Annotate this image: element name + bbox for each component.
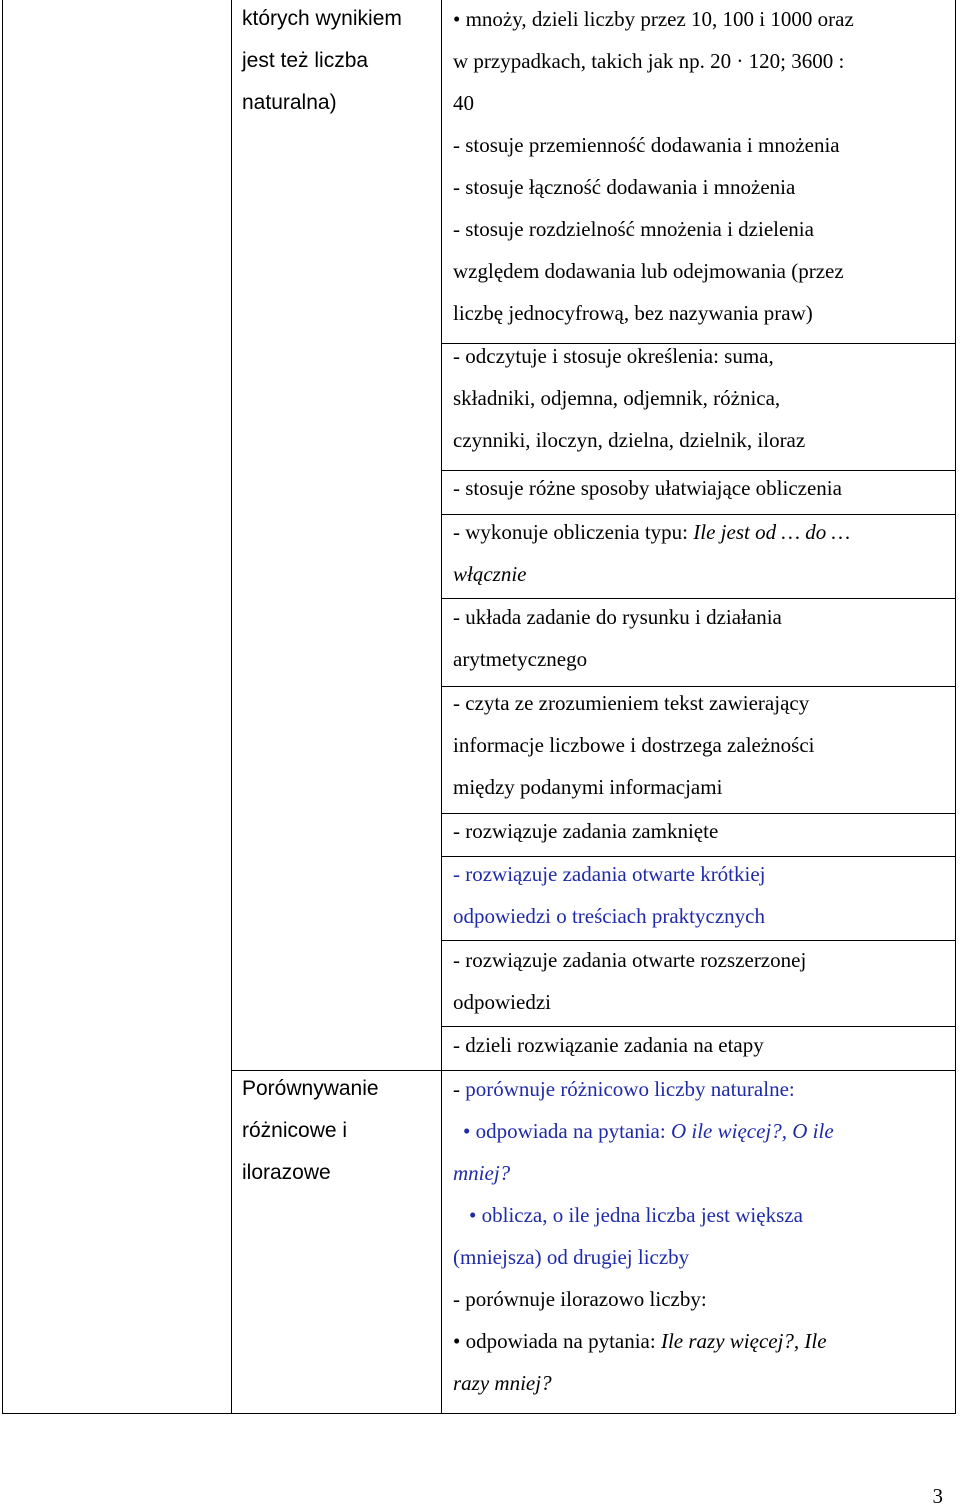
requirement-row-8	[453, 853, 953, 937]
requirement-text: odpowiada na pytania:	[465, 1329, 661, 1353]
requirement-italic: Ile razy więcej?, Ile	[660, 1329, 827, 1353]
requirement-row-1	[453, 0, 953, 334]
requirement-italic: włącznie	[453, 562, 527, 586]
requirement-line: - porównuje ilorazowo liczby:	[453, 1287, 707, 1311]
topic-line: jest też liczba	[242, 49, 369, 72]
requirement-line: czynniki, iloczyn, dzielna, dzielnik, iloraz	[453, 428, 806, 452]
requirement-line: arytmetycznego	[453, 647, 588, 671]
requirement-row-2	[453, 335, 953, 461]
requirement-line	[453, 1110, 953, 1152]
requirement-line: - rozwiązuje zadania otwarte krótkiej	[453, 862, 766, 886]
topic-line: naturalna)	[242, 91, 337, 114]
requirement-italic: mniej?	[453, 1161, 511, 1185]
requirement-line: w przypadkach, takich jak np. 20 · 120; 3600 :	[453, 49, 845, 73]
requirement-italic: O ile więcej?, O ile	[670, 1119, 834, 1143]
requirement-line: liczbę jednocyfrową, bez nazywania praw)	[453, 301, 813, 325]
topic-line: których wynikiem	[242, 7, 402, 30]
requirement-text-blue: odpowiada na pytania:	[475, 1119, 671, 1143]
page-number: 3	[932, 1484, 943, 1508]
requirement-row-9	[453, 939, 953, 1023]
requirement-row-6	[453, 682, 953, 808]
requirement-text: - wykonuje obliczenia typu:	[453, 520, 694, 544]
requirement-line: - stosuje różne sposoby ułatwiające obliczenia	[453, 476, 842, 500]
requirement-line: składniki, odjemna, odjemnik, różnica,	[453, 386, 781, 410]
requirement-row-10	[453, 1024, 953, 1066]
requirement-line	[453, 1194, 953, 1236]
requirement-row-5	[453, 596, 953, 680]
column-divider-1	[231, 0, 232, 1413]
column-divider-2	[441, 0, 442, 1413]
topic-cell-2	[242, 1068, 432, 1194]
requirement-italic: Ile jest od … do …	[693, 520, 851, 544]
requirement-line	[453, 511, 953, 553]
requirement-row-3	[453, 467, 953, 509]
requirement-line: między podanymi informacjami	[453, 775, 723, 799]
requirement-line: - rozwiązuje zadania otwarte rozszerzonej	[453, 948, 807, 972]
topic-line: różnicowe i	[242, 1119, 348, 1142]
requirement-line: • mnoży, dzieli liczby przez 10, 100 i 1000 oraz	[453, 7, 854, 31]
topic-cell-1	[242, 0, 432, 124]
requirement-line: - stosuje przemienność dodawania i mnożenia	[453, 133, 840, 157]
requirement-text-blue: (mniejsza) od drugiej liczby	[453, 1245, 690, 1269]
comparison-requirements	[453, 1068, 953, 1404]
bullet-icon: •	[469, 1203, 482, 1227]
requirement-line	[453, 1068, 953, 1110]
bullet-icon: •	[463, 1119, 476, 1143]
requirement-line: - układa zadanie do rysunku i działania	[453, 605, 782, 629]
requirement-line: - dzieli rozwiązanie zadania na etapy	[453, 1033, 764, 1057]
requirement-italic: razy mniej?	[453, 1371, 552, 1395]
requirement-line	[453, 1320, 953, 1362]
requirement-text-blue: oblicza, o ile jedna liczba jest większa	[481, 1203, 803, 1227]
requirement-line: - stosuje łączność dodawania i mnożenia	[453, 175, 796, 199]
requirement-line: - rozwiązuje zadania zamknięte	[453, 819, 719, 843]
requirement-line: względem dodawania lub odejmowania (przez	[453, 259, 844, 283]
requirement-line: - czyta ze zrozumieniem tekst zawierający	[453, 691, 810, 715]
requirement-text: -	[453, 1077, 466, 1101]
requirement-line: odpowiedzi o treściach praktycznych	[453, 904, 765, 928]
requirement-line: - stosuje rozdzielność mnożenia i dzielenia	[453, 217, 814, 241]
bullet-icon: •	[453, 1329, 466, 1353]
requirement-row-4	[453, 511, 953, 595]
requirement-line: odpowiedzi	[453, 990, 551, 1014]
requirement-line: - odczytuje i stosuje określenia: suma,	[453, 344, 774, 368]
requirement-row-7	[453, 810, 953, 852]
topic-line: ilorazowe	[242, 1161, 331, 1184]
requirement-text-blue: porównuje różnicowo liczby naturalne:	[465, 1077, 795, 1101]
requirement-line: 40	[453, 91, 474, 115]
topic-line: Porównywanie	[242, 1077, 379, 1100]
requirement-line: informacje liczbowe i dostrzega zależności	[453, 733, 815, 757]
